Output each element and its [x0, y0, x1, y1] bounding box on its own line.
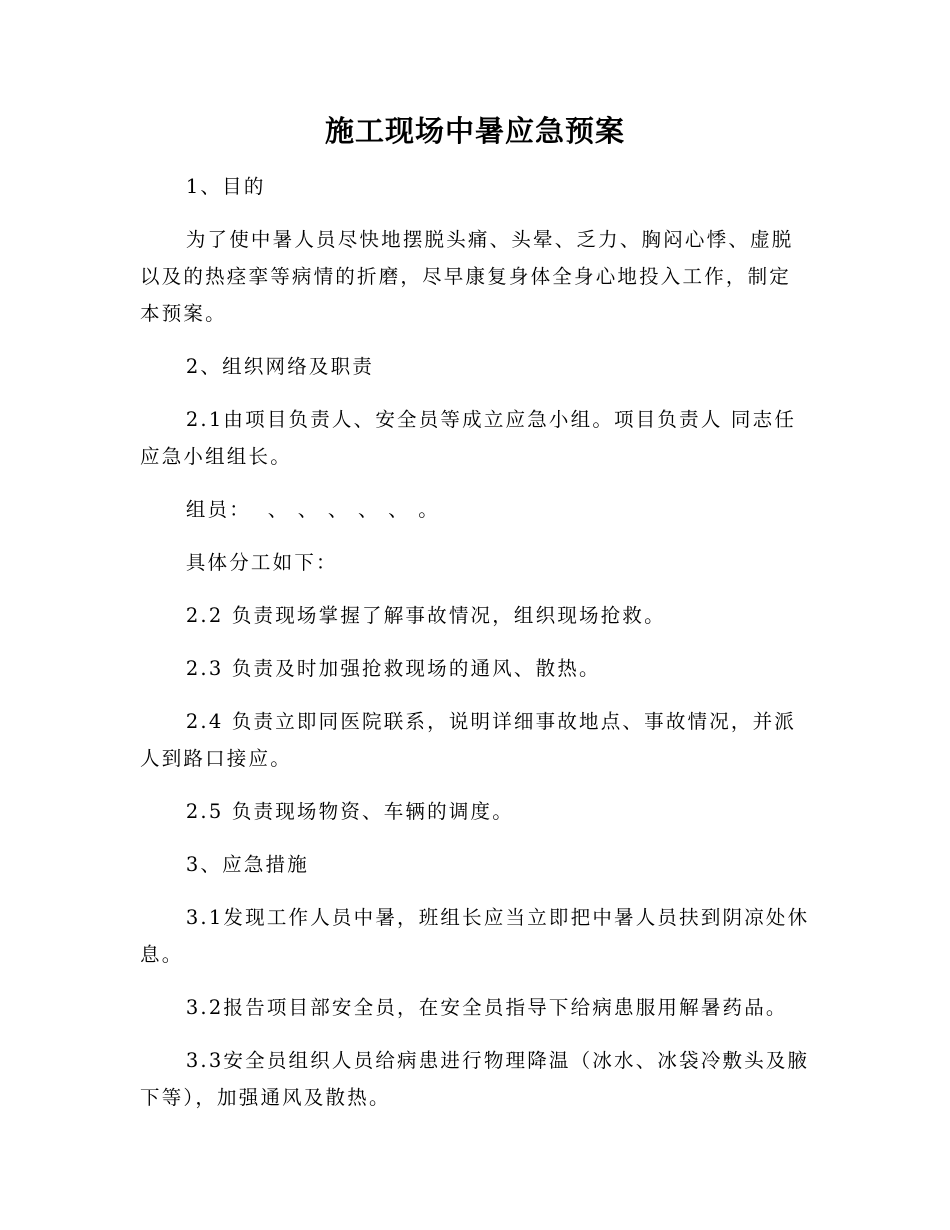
paragraph-purpose-text: 为了使中暑人员尽快地摆脱头痛、头晕、乏力、胸闷心悸、虚脱以及的热痉挛等病情的折磨，尽早康复身体全身心地投入工作，制定本预案。 [140, 228, 794, 325]
paragraph-2-1: 2.1由项目负责人、安全员等成立应急小组。项目负责人 同志任应急小组组长。 [140, 408, 797, 468]
paragraph-2-3: 2.3 负责及时加强抢救现场的通风、散热。 [185, 657, 601, 680]
paragraph-3-2: 3.2报告项目部安全员，在安全员指导下给病患服用解暑药品。 [185, 996, 788, 1019]
section-heading-measures: 3、应急措施 [185, 853, 309, 876]
paragraph-3-1: 3.1发现工作人员中暑，班组长应当立即把中暑人员扶到阴凉处休息。 [140, 906, 810, 966]
paragraph-division-intro: 具体分工如下： [185, 551, 338, 574]
section-heading-purpose: 1、目的 [185, 175, 266, 198]
paragraph-2-4: 2.4 负责立即同医院联系，说明详细事故地点、事故情况，并派人到路口接应。 [140, 710, 797, 770]
paragraph-members: 组员： 、 、 、 、 、 。 [185, 498, 440, 521]
paragraph-2-2: 2.2 负责现场掌握了解事故情况，组织现场抢救。 [185, 604, 666, 627]
section-heading-organization: 2、组织网络及职责 [185, 355, 375, 378]
paragraph-2-5: 2.5 负责现场物资、车辆的调度。 [185, 800, 514, 823]
document-title: 施工现场中暑应急预案 [324, 114, 625, 148]
paragraph-3-3: 3.3安全员组织人员给病患进行物理降温（冰水、冰袋冷敷头及腋下等），加强通风及散热。 [140, 1049, 810, 1109]
document-body [140, 168, 810, 1132]
